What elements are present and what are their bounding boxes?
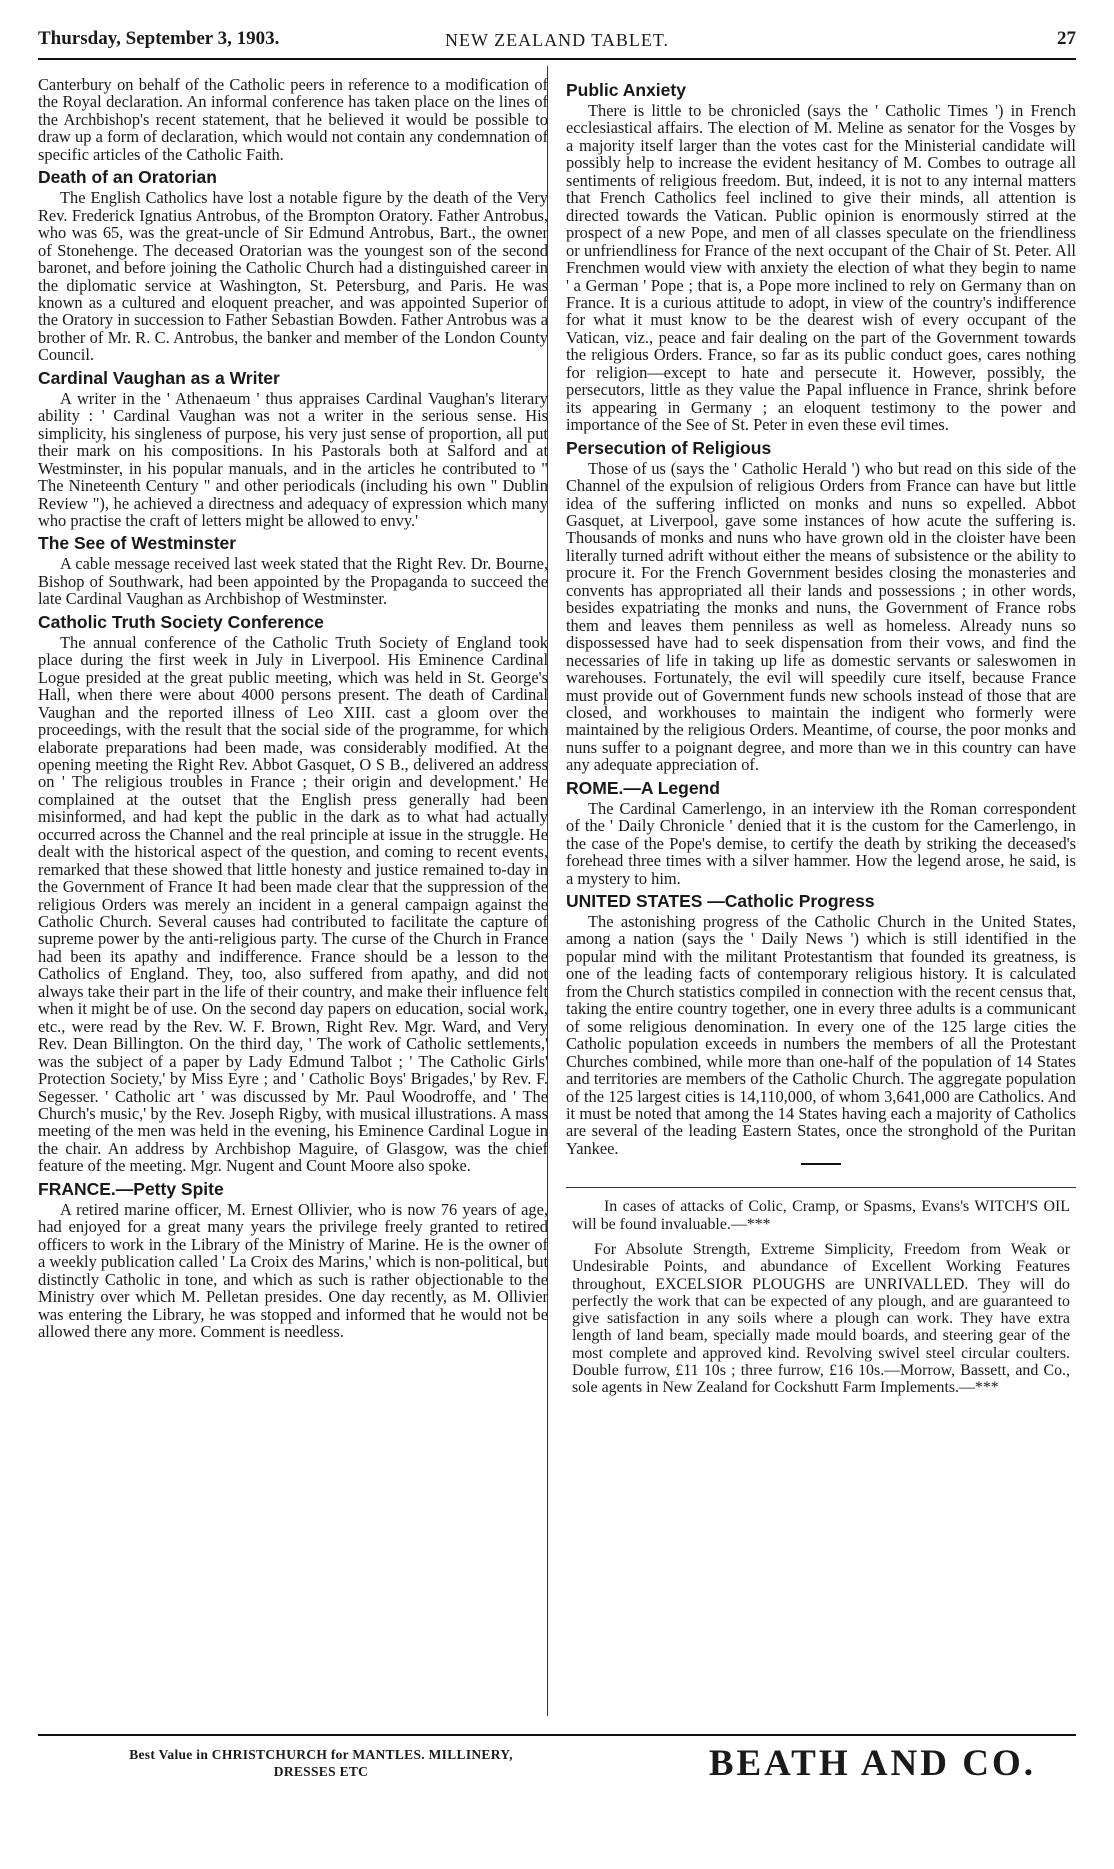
newspaper-title: NEW ZEALAND TABLET.	[444, 30, 670, 50]
article-heading: Public Anxiety	[566, 80, 686, 100]
footer-ad-line: DRESSES ETC	[273, 1764, 369, 1779]
article-end-rule	[801, 1163, 841, 1165]
footer-ad-text	[86, 1746, 556, 1780]
page-number: 27	[1057, 28, 1076, 49]
footer-rule	[38, 1734, 1076, 1736]
article-rome-legend	[566, 778, 1076, 887]
article-heading: ROME.—A Legend	[566, 777, 720, 798]
right-column	[566, 76, 1076, 1716]
article-united-states	[566, 891, 1076, 1157]
article-continuation	[38, 76, 548, 163]
article-body: The Cardinal Camerlengo, in an interview ith the Roman correspondent of the ' Daily Chronicle ' denied that it is the custom for the Camerlengo, in the case of the Pope's demise, to certify the death by striking the deceased's forehead three times with a silver hammer. How the legend arose, he said, is a mystery to him.	[566, 798, 1076, 888]
article-cardinal-vaughan	[38, 368, 548, 530]
article-body: The annual conference of the Catholic Truth Society of England took place during the first week in July in Liverpool. His Eminence Cardinal Logue presided at the great public meeting, which was held in St. George's Hall, when there were about 4000 persons present. The death of Cardinal Vaughan and the reported illness of Leo XIII. cast a gloom over the proceedings, with the result that the social side of the programme, for which elaborate preparations had been made, was considerably modified. At the opening meeting the Right Rev. Abbot Gasquet, O S B., delivered an address on ' The religious troubles in France ; their origin and development.' He complained at the outset that the English press generally had been misinformed, and had kept the public in the dark as to what had actually occurred across the Channel and the real principle at issue in the struggle. He dealt with the historical aspect of the question, and coming to recent events, remarked that these showed that little honesty and justice remained to-day in the Government of France It had been made clear that the suppression of the religious Orders was merely an incident in a general campaign against the Catholic Church. Several causes had contributed to facilitate the capture of supreme power by the anti-religious party. The curse of the Church in France had been its apathy and indifference. France should be a lesson to the Catholics of England. They, too, also suffered from apathy, and did not always take their part in the life of their country, and make their influence felt when it might be of use. On the second day papers on education, social work, etc., were read by the Rev. W. F. Brown, Right Rev. Mgr. Ward, and Very Rev. Dean Billington. On the third day, ' The work of Catholic settlements,' was the subject of a paper by Lady Edmund Talbot ; ' The Catholic Girls' Protection Society,' by Miss Eyre ; and ' Catholic Boys' Brigades,' by Rev. F. Segesser. ' Catholic art ' was discussed by Mr. Paul Woodroffe, and ' The Church's music,' by the Rev. Joseph Rigby, with musical illustrations. A mass meeting of the men was held in the evening, his Eminence Cardinal Logue in the chair. An address by Archbishop Maguire, of Glasgow, was the chief feature of the meeting. Mgr. Nugent and Count Moore also spoke.	[38, 632, 548, 1176]
article-persecution-of-religious	[566, 438, 1076, 774]
article-body: Canterbury on behalf of the Catholic peers in reference to a modification of the Royal declaration. An informal conference has taken place on the lines of the Archbishop's recent statement, that he believed it would be possible to draw up a form of declaration, which would not contain any condemnation of specific articles of the Catholic Faith.	[38, 75, 548, 164]
article-body: Those of us (says the ' Catholic Herald ') who but read on this side of the Channel of the expulsion of religious Orders from France can have but little idea of the suffering inflicted on monks and nuns so expelled. Abbot Gasquet, at Liverpool, gave some instances of how acute the suffering is. Thousands of monks and nuns who have grown old in the cloister have been literally turned adrift without either the means of subsistence or the ability to procure it. For the French Government besides closing the monasteries and convents has appropriated all their lands and possessions ; in other words, besides expatriating the monks and nuns, the Government of France robs them and leaves them penniless as well as homeless. Already nuns so dispossessed have had to seek dispensation from their vows, and find the necessaries of life in taking up life as domestic servants or saleswomen in warehouses. Fortunately, the evil will speedily cure itself, because France must provide out of Government funds new schools instead of those that are closed, and workhouses to maintain the indigent who formerly were maintained by the religious Orders. Meantime, of course, the poor monks and nuns suffer to a poignant degree, and more than we in this country can have any adequate appreciation of.	[566, 458, 1076, 775]
left-column	[38, 76, 548, 1716]
article-body: A cable message received last week stated that the Right Rev. Dr. Bourne, Bishop of Southwark, had been appointed by the Propaganda to succeed the late Cardinal Vaughan as Archbishop of Westminster.	[38, 554, 548, 609]
article-catholic-truth-society	[38, 612, 548, 1175]
footer-ad-line: Best Value in CHRISTCHURCH for MANTLES. MILLINERY,	[129, 1747, 513, 1762]
article-heading: Persecution of Religious	[566, 437, 772, 458]
issue-date: Thursday, September 3, 1903.	[38, 28, 280, 49]
masthead-rule	[38, 58, 1076, 60]
masthead	[38, 22, 1076, 56]
section-divider	[566, 1187, 1076, 1188]
article-france-petty-spite	[38, 1179, 548, 1341]
article-death-of-oratorian	[38, 167, 548, 364]
advertisement-excelsior-ploughs: For Absolute Strength, Extreme Simplicity, Freedom from Weak or Undesirable Points, and abundance of Excellent Working Features throughout, EXCELSIOR PLOUGHS are UNRIVALLED. They will do perfectly the work that can be expected of any plough, and are guaranteed to give satisfaction in any soils where a plough can work. They have extra length of land beam, specially made mould boards, and steering gear of the most complete and approved kind. Revolving swivel steel circular coulters. Double furrow, £11 10s ; three furrow, £16 10s.—Morrow, Bassett, and Co., sole agents in New Zealand for Cockshutt Farm Implements.—***	[572, 1240, 1070, 1397]
article-heading: FRANCE.—Petty Spite	[38, 1178, 224, 1199]
article-public-anxiety	[566, 80, 1076, 434]
article-heading: Catholic Truth Society Conference	[38, 611, 324, 632]
footer-advertisement	[38, 1742, 1076, 1802]
article-body: A retired marine officer, M. Ernest Ollivier, who is now 76 years of age, had enjoyed for a great many years the privilege freely granted to retired officers to work in the Library of the Ministry of Marine. He is the owner of a weekly publication called ' La Croix des Marins,' which is non-political, but distinctly Catholic in tone, and which as such is rather objectionable to the Ministry over which M. Pelletan presides. One day recently, as M. Ollivier was entering the Library, he was stopped and informed that he would not be allowed there any more. Comment is needless.	[38, 1199, 548, 1341]
article-body: There is little to be chronicled (says the ' Catholic Times ') in French ecclesiastical affairs. The election of M. Meline as senator for the Vosges by a majority itself larger than the votes cast for the Ministerial candidate will possibly help to increase the evident hesitancy of M. Combes to outrage all sentiments of religious freedom. But, indeed, it is not to any internal matters that French Catholics feel inclined to give their minds, all attention is directed towards the Vatican. Public opinion is enormously stirred at the prospect of a new Pope, and men of all classes speculate on the friendliness or unfriendliness for France of the next occupant of the Chair of St. Peter. All Frenchmen would view with anxiety the election of what they begin to name ' a German ' Pope ; that is, a Pope more inclined to rely on Germany than on France. It is a curious attitude to adopt, in view of the country's indifference for what it must know to be the dearest wish of every occupant of the Vatican, viz., peace and fair dealing on the part of the Government towards the religious Orders. France, so far as its public conduct goes, cares nothing for religion—except to hate and persecute it. However, possibly, the persecutors, little as they value the Papal influence in France, shrink before its appearing in Germany ; an eloquent testimony to the power and importance of the See of St. Peter in even these evil times.	[566, 101, 1076, 435]
article-body: The English Catholics have lost a notable figure by the death of the Very Rev. Frederick Ignatius Antrobus, of the Brompton Oratory. Father Antrobus, who was 65, was the great-uncle of Sir Edmund Antrobus, Bart., the owner of Stonehenge. The deceased Oratorian was the youngest son of the second baronet, and before joining the Catholic Church had a distinguished career in the diplomatic service at Washington, St. Petersburg, and Paris. He was known as a cultured and eloquent preacher, and was appointed Superior of the Oratory in succession to Father Sebastian Bowden. Father Antrobus was a brother of Mr. R. C. Antrobus, the banker and member of the London County Council.	[38, 188, 548, 365]
article-body: A writer in the ' Athenaeum ' thus appraises Cardinal Vaughan's literary ability : ' Cardinal Vaughan was not a writer in the serious sense. His simplicity, his singleness of purpose, his very just sense of proportion, all put their mark on his compositions. In his Pastorals both at Salford and at Westminster, in his popular manuals, and in the articles he contributed to " The Nineteenth Century " and other periodicals (including his own " Dublin Review "), he achieved a directness and adequacy of expression which many who practise the craft of letters might be allowed to envy.'	[38, 388, 548, 530]
footer-brand: BEATH AND CO.	[708, 1743, 1036, 1784]
article-see-of-westminster	[38, 533, 548, 607]
article-heading: The See of Westminster	[38, 533, 237, 554]
article-heading: Cardinal Vaughan as a Writer	[38, 367, 280, 388]
article-body: The astonishing progress of the Catholic Church in the United States, among a nation (says the ' Daily News ') which is still identified in the popular mind with the militant Protestantism that founded its greatness, is one of the leading facts of contemporary religious history. It is calculated from the Church statistics compiled in connection with the recent census that, taking the entire country together, one in every three adults is a communicant of some religious denomination. In every one of the 125 large cities the Catholic population exceeds in numbers the members of all the Protestant Churches combined, while more than one-half of the population of 14 States and territories are members of the Catholic Church. The aggregate population of the 125 largest cities is 14,110,000, of whom 3,641,000 are Catholics. And it must be noted that among the 14 States having each a majority of Catholics are several of the leading Eastern States, once the stronghold of the Puritan Yankee.	[566, 912, 1076, 1158]
article-heading: UNITED STATES —Catholic Progress	[566, 891, 875, 912]
article-heading: Death of an Oratorian	[38, 167, 217, 188]
advertisement-witchs-oil: In cases of attacks of Colic, Cramp, or Spasms, Evans's WITCH'S OIL will be found invaluable.—***	[572, 1198, 1070, 1233]
